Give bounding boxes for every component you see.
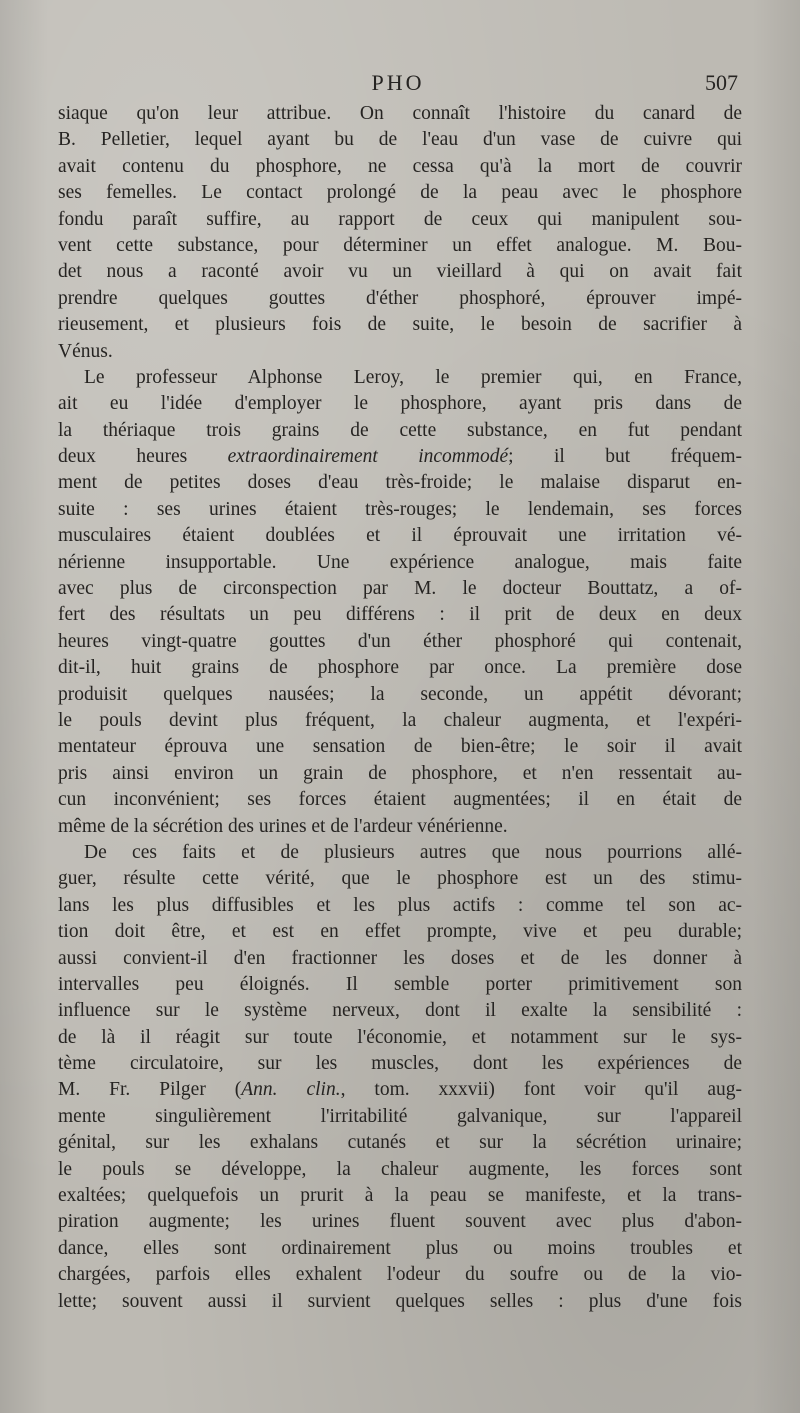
text-line: cun inconvénient; ses forces étaient augmentées; il en était de — [58, 789, 742, 811]
text-line: fert des résultats un peu différens : il prit de deux en deux — [58, 604, 742, 626]
text-line: la thériaque trois grains de cette substance, en fut pendant — [58, 419, 742, 441]
italic-phrase: extraordinairement incommodé — [227, 446, 509, 468]
text-line: nérienne insupportable. Une expérience analogue, mais faite — [58, 551, 742, 573]
text-line-with-italic — [58, 1077, 742, 1103]
text-line: aussi convient-il d'en fractionner les doses et de les donner à — [58, 947, 742, 969]
text-line: lans les plus diffusibles et les plus actifs : comme tel son ac- — [58, 894, 742, 916]
text-line: génital, sur les exhalans cutanés et sur la sécrétion urinaire; — [58, 1132, 742, 1154]
text-line: le pouls se développe, la chaleur augmente, les forces sont — [58, 1158, 742, 1180]
text-line: Le professeur Alphonse Leroy, le premier qui, en France, — [84, 366, 742, 388]
text-line: piration augmente; les urines fluent souvent avec plus d'abon- — [58, 1211, 742, 1233]
text-line: exaltées; quelquefois un prurit à la peau se manifeste, et la trans- — [58, 1185, 742, 1207]
text-line: ment de petites doses d'eau très-froide; le malaise disparut en- — [58, 472, 742, 494]
text-line: ses femelles. Le contact prolongé de la peau avec le phosphore — [58, 182, 742, 204]
text-line: ait eu l'idée d'employer le phosphore, ayant pris dans de — [58, 393, 742, 415]
page-header — [58, 70, 738, 104]
text-line: suite : ses urines étaient très-rouges; le lendemain, ses forces — [58, 498, 742, 520]
text-line: guer, résulte cette vérité, que le phosphore est un des stimu- — [58, 868, 742, 890]
text-line: chargées, parfois elles exhalent l'odeur du soufre ou de la vio- — [58, 1264, 742, 1286]
text-line: Vénus. — [58, 340, 113, 362]
text-line: pris ainsi environ un grain de phosphore, et n'en ressentait au- — [58, 762, 742, 784]
text-segment: , tom. xxxvii) font voir qu'il aug- — [340, 1079, 742, 1101]
text-line: influence sur le système nerveux, dont il exalte la sensibilité : — [58, 1000, 742, 1022]
text-line: de là il réagit sur toute l'économie, et notamment sur le sys- — [58, 1026, 742, 1048]
text-segment: deux heures — [58, 446, 228, 468]
italic-citation: Ann. clin. — [241, 1079, 341, 1101]
text-line: même de la sécrétion des urines et de l'ardeur vénérienne. — [58, 815, 508, 837]
text-line: prendre quelques gouttes d'éther phosphoré, éprouver impé- — [58, 287, 742, 309]
text-line: tion doit être, et est en effet prompte, vive et peu durable; — [58, 921, 742, 943]
text-segment: M. Fr. Pilger ( — [58, 1079, 242, 1101]
text-line: produisit quelques nausées; la seconde, un appétit dévorant; — [58, 683, 742, 705]
text-line: avec plus de circonspection par M. le docteur Bouttatz, a of- — [58, 578, 742, 600]
page-number: 507 — [705, 70, 738, 95]
text-line: mente singulièrement l'irritabilité galvanique, sur l'appareil — [58, 1105, 742, 1127]
text-line: det nous a raconté avoir vu un vieillard à qui on avait fait — [58, 261, 742, 283]
text-line: lette; souvent aussi il survient quelques selles : plus d'une fois — [58, 1290, 742, 1312]
text-line: heures vingt-quatre gouttes d'un éther phosphoré qui contenait, — [58, 630, 742, 652]
text-line-with-italic — [58, 444, 742, 470]
text-line: vent cette substance, pour déterminer un effet analogue. M. Bou- — [58, 234, 742, 256]
text-line: tème circulatoire, sur les muscles, dont les expériences de — [58, 1053, 742, 1075]
text-line: mentateur éprouva une sensation de bien-être; le soir il avait — [58, 736, 742, 758]
text-line: siaque qu'on leur attribue. On connaît l'histoire du canard de — [58, 103, 742, 124]
text-segment: ; il but fréquem- — [508, 446, 742, 468]
text-line: rieusement, et plusieurs fois de suite, le besoin de sacrifier à — [58, 314, 742, 336]
text-line: B. Pelletier, lequel ayant bu de l'eau d'un vase de cuivre qui — [58, 129, 742, 151]
body-text — [58, 101, 742, 1315]
text-line: musculaires étaient doublées et il éprouvait une irritation vé- — [58, 525, 742, 547]
text-line: fondu paraît suffire, au rapport de ceux qui manipulent sou- — [58, 208, 742, 230]
running-head: PHO — [371, 70, 425, 95]
text-line: intervalles peu éloignés. Il semble porter primitivement son — [58, 973, 742, 995]
text-line: avait contenu du phosphore, ne cessa qu'à la mort de couvrir — [58, 155, 742, 177]
text-line: dance, elles sont ordinairement plus ou moins troubles et — [58, 1237, 742, 1259]
text-line: le pouls devint plus fréquent, la chaleur augmenta, et l'expéri- — [58, 709, 742, 731]
text-line: De ces faits et de plusieurs autres que nous pourrions allé- — [84, 841, 742, 863]
text-line: dit-il, huit grains de phosphore par once. La première dose — [58, 657, 742, 679]
